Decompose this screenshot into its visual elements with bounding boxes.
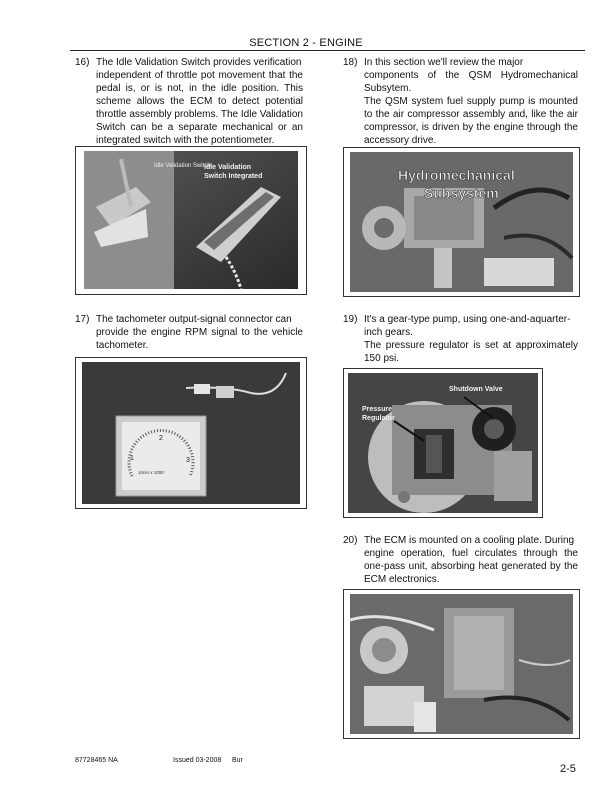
figure-tachometer-connector — [75, 357, 307, 509]
item-text: inch gears. — [364, 327, 413, 338]
figure-label: Regulator — [362, 415, 395, 422]
gauge-label: 1 — [130, 455, 134, 462]
figure-hydromechanical-subsystem — [343, 147, 580, 297]
item-text: It's a gear-type pump, using one-and-aquarter- — [364, 314, 571, 325]
figure-label: Shutdown Valve — [449, 386, 503, 393]
item-20 — [343, 534, 578, 586]
item-text: In this section we'll review the major — [364, 57, 524, 68]
header-rule — [70, 50, 585, 51]
item-19 — [343, 313, 578, 365]
item-number: 19) — [343, 314, 358, 325]
item-text: The Idle Validation Switch provides verification — [96, 57, 302, 68]
figure-label: Pressure — [362, 406, 392, 413]
figure-label: Idle Validation Switch — [154, 163, 211, 169]
item-text: independent of throttle pot movement that the pedal is, or is not, in the idle position. This scheme allows the ECM to detect potential throttle assembly problems. The Idle Validation Switch can be a separate mechanical or an integrated switch with the potentiometer. — [96, 70, 303, 146]
item-17 — [75, 313, 303, 352]
item-number: 17) — [75, 314, 90, 325]
item-text: The tachometer output-signal connector can — [96, 314, 292, 325]
item-18 — [343, 56, 578, 147]
gauge-label: 2 — [159, 435, 163, 442]
item-text: The QSM system fuel supply pump is mounted to the air compressor assembly and, like the air compressor, is driven by the engine through the accessory drive. — [364, 96, 578, 146]
figure-label: Switch Integrated — [204, 173, 263, 180]
item-16 — [75, 56, 303, 147]
item-text: engine operation, fuel circulates through the one-pass unit, absorbing heat generated by the ECM electronics. — [364, 548, 578, 585]
item-number: 20) — [343, 535, 358, 546]
item-text: The ECM is mounted on a cooling plate. During — [364, 535, 575, 546]
section-title: SECTION 2 - ENGINE — [249, 37, 363, 49]
item-text: The pressure regulator is set at approximately 150 psi. — [364, 340, 578, 364]
figure-label: Idle Validation — [204, 164, 252, 171]
footer-issued: Issued 03-2008 — [173, 757, 222, 764]
item-text: components of the QSM Hydromechanical Subsytem. — [364, 70, 578, 94]
figure-ecm-cooling-plate — [343, 589, 580, 739]
item-text: provide the engine RPM signal to the vehicle tachometer. — [96, 327, 303, 351]
footer-doc-number: 87728465 NA — [75, 757, 118, 764]
page-number: 2-5 — [560, 763, 576, 775]
figure-label: Subsystem — [424, 185, 499, 201]
footer-lang: Bur — [232, 757, 243, 764]
gauge-unit: 1/min x 1000 — [138, 470, 164, 475]
figure-pressure-regulator — [343, 368, 543, 518]
figure-label: Hydromechanical — [398, 167, 515, 183]
item-number: 16) — [75, 57, 90, 68]
gauge-label: 3 — [186, 457, 190, 464]
item-number: 18) — [343, 57, 358, 68]
figure-idle-validation-switch — [75, 146, 307, 295]
